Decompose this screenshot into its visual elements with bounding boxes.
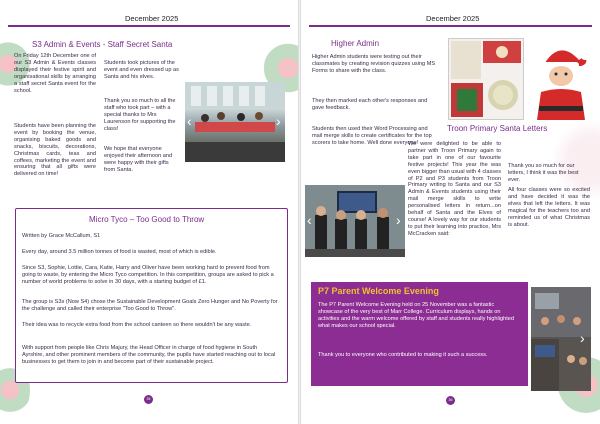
article-paragraph: Thank you to everyone who contributed to making it such a success. — [318, 352, 488, 358]
right-page — [301, 0, 600, 424]
p7-evening-box — [311, 282, 528, 386]
carousel-next-icon[interactable]: › — [396, 212, 401, 228]
santa-letters-photo — [448, 38, 524, 120]
micro-tyco-box — [15, 208, 288, 383]
section-title: Micro Tyco – Too Good to Throw — [89, 215, 205, 224]
header-rule — [8, 25, 290, 27]
article-paragraph: With support from people like Chris Majury, the Head Officer in charge of food hygiene in South Ayrshire, and other prominent members of the community, the pupils have started reaching out to local businesses to get them to join in and become part of their sustainable project. — [22, 345, 276, 365]
page-number: 35 — [144, 395, 153, 404]
photo-scene — [185, 82, 285, 162]
carousel-next-icon[interactable]: › — [276, 113, 281, 129]
quote-paragraph: All four classes were so excited and have decided it was the elves that left the letters. It was magical for the teachers too and reminded us of what Christmas is about. — [508, 187, 590, 228]
santa-icon — [529, 36, 591, 120]
carousel-next-icon[interactable]: › — [580, 330, 585, 346]
p7-evening-photos[interactable] — [531, 287, 591, 391]
article-paragraph: They then marked each other's responses and gave feedback. — [312, 98, 428, 111]
article-paragraph: Thank you so much to all the staff who took part – with a special thanks to Mrs Laurenson for supporting the class! — [104, 98, 176, 132]
article-paragraph: Every day, around 3.5 million tonnes of food is wasted, most of which is edible. — [22, 249, 217, 255]
article-paragraph: Students then used their Word Processing and mail merge skills to create certificates for the top scorers to take home. Well done everyone! — [312, 126, 432, 146]
article-paragraph: We were delighted to be able to partner with Troon Primary again to take part in one of our favourite festive projects! This year the was even bigger than usual with 4 classes of P2 and P3 students from Troon Primary writing to Santa and our S3 Admin & Events students using their mail merge skills to write personalised letters in return...on behalf of Santa and the Elves of course! A lovely way for our students to put their learning into practice, Mrs McCracken said: — [408, 141, 501, 237]
article-paragraph: Higher Admin students were testing out their classmates by creating revision quizzes using MS Forms to share with the class. — [312, 54, 436, 74]
article-paragraph: We hope that everyone enjoyed their afternoon and were happy with their gifts from Santa. — [104, 146, 173, 173]
section-title: P7 Parent Welcome Evening — [318, 286, 439, 296]
byline: Written by Grace McCallum, S1 — [22, 233, 101, 239]
letters-collage — [449, 39, 523, 119]
header-date: December 2025 — [125, 14, 179, 23]
article-paragraph: Students took pictures of the event and even dressed up as Santa and his elves. — [104, 60, 179, 80]
left-page — [0, 0, 298, 424]
section-title: Troon Primary Santa Letters — [447, 124, 548, 133]
header-rule — [309, 25, 592, 27]
carousel-prev-icon[interactable]: ‹ — [307, 212, 312, 228]
article-paragraph: The P7 Parent Welcome Evening held on 25 November was a fantastic showcase of the very best of Marr College. Curriculum displays, hands on activities and the warm welcome offered by staff and students really highlighted what makes our school special. — [318, 302, 514, 329]
article-paragraph: On Friday 12th December one of our S3 Admin & Events classes displayed their festive spirit and organisational skills by arranging a staff secret Santa event for the school. — [14, 53, 96, 94]
article-paragraph: Since S3, Sophie, Lottie, Cara, Katie, Harry and Oliver have been working hard to prevent food from going to waste, by entering the Micro Tyco competition. In this competition, groups are asked to pick a number of world problems to solve in 30 days, with a starting budget of £1. — [22, 265, 274, 285]
article-paragraph: The group is S3s (Now S4) chose the Sustainable Development Goals Zero Hunger and No Poverty for the challenge and called their enterprise "Too Good to Throw". — [22, 299, 278, 312]
higher-admin-photo[interactable] — [305, 185, 405, 257]
photo-scene — [305, 185, 405, 257]
quote-paragraph: Thank you so much for our letters, I think it was the best ever. — [508, 163, 579, 183]
article-paragraph: Students have been planning the event by booking the venue, organising baked goods and snacks, biscuits, decorations, Christmas cards, teas and coffees, marketing the event and ensuring that all gifts were delivered on time! — [14, 123, 96, 178]
article-paragraph: Their idea was to recycle extra food from the school canteen so there wouldn't be any waste. — [22, 322, 252, 328]
carousel-prev-icon[interactable]: ‹ — [187, 113, 192, 129]
page-number: 36 — [446, 396, 455, 405]
section-title: S3 Admin & Events - Staff Secret Santa — [32, 40, 173, 49]
section-title: Higher Admin — [331, 39, 380, 48]
header-date: December 2025 — [426, 14, 480, 23]
secret-santa-photo[interactable] — [185, 82, 285, 162]
